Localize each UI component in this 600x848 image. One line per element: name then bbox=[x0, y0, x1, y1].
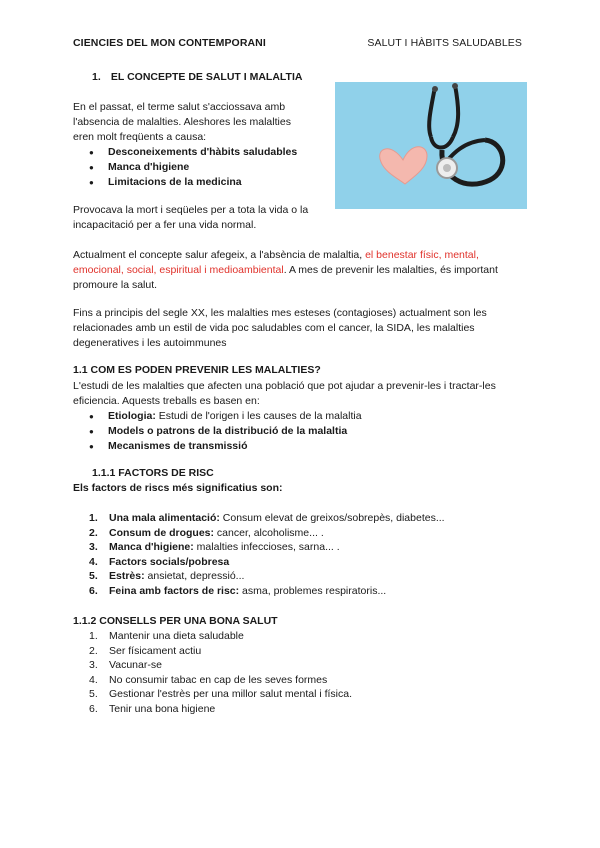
list-item bbox=[73, 424, 362, 439]
list-number: 6. bbox=[89, 584, 98, 597]
list-item-bold: Mecanismes de transmissió bbox=[108, 440, 248, 452]
list-item bbox=[73, 569, 445, 584]
header-course-title: CIENCIES DEL MON CONTEMPORANI bbox=[73, 37, 266, 49]
section-1-1-1-heading: 1.1.1 FACTORS DE RISC bbox=[92, 467, 214, 479]
highlight-text: emocional, social, espiritual i medioambiental bbox=[73, 264, 284, 276]
section-1-1-2-heading: 1.1.2 CONSELLS PER UNA BONA SALUT bbox=[73, 615, 278, 627]
intro-line: l'absencia de malalties. Aleshores les malalties bbox=[73, 116, 291, 128]
list-item bbox=[73, 526, 445, 541]
list-item-text: Vacunar-se bbox=[109, 659, 162, 671]
list-item-text: No consumir tabac en cap de les seves formes bbox=[109, 673, 328, 686]
consequence-line: incapacitació per a fer una vida normal. bbox=[73, 219, 257, 231]
list-number: 6. bbox=[89, 702, 98, 715]
list-item: ● Manca d'higiene bbox=[73, 160, 297, 175]
health-advice-list bbox=[73, 629, 352, 716]
list-item bbox=[73, 409, 362, 424]
list-item-bold: Estrès: bbox=[109, 570, 145, 582]
list-item: ● Desconeixements d'hàbits saludables bbox=[73, 145, 297, 160]
list-item-bold: Models o patrons de la distribució de la malaltia bbox=[108, 425, 348, 437]
intro-line: eren molt freqüents a causa: bbox=[73, 131, 207, 143]
list-item-text: Tenir una bona higiene bbox=[109, 702, 216, 715]
prevention-list bbox=[73, 409, 362, 454]
list-item bbox=[73, 658, 352, 673]
prevention-line: eficiencia. Aquests treballs es basen en: bbox=[73, 395, 260, 407]
list-item bbox=[73, 702, 352, 717]
section-1-number: 1. bbox=[92, 71, 101, 83]
section-1-1-heading: 1.1 COM ES PODEN PREVENIR LES MALALTIES? bbox=[73, 364, 321, 376]
risk-factors-list bbox=[73, 511, 445, 598]
chronic-paragraph bbox=[73, 306, 543, 351]
highlight-text: el benestar físic, mental, bbox=[365, 249, 479, 261]
intro-paragraph bbox=[73, 100, 291, 145]
chronic-line: relacionades amb un estil de vida poc saludables com el cancer, la SIDA, les malalties bbox=[73, 322, 475, 334]
list-item-bold: Una mala alimentació: bbox=[109, 512, 220, 524]
list-item-text: Estudi de l'origen i les causes de la malaltia bbox=[155, 410, 362, 422]
stethoscope-heart-icon bbox=[335, 82, 527, 209]
list-number: 4. bbox=[89, 673, 98, 686]
list-number: 2. bbox=[89, 644, 98, 657]
list-number: 2. bbox=[89, 526, 98, 539]
intro-line: En el passat, el terme salut s'acciossava amb bbox=[73, 101, 286, 113]
section-1-title: EL CONCEPTE DE SALUT I MALALTIA bbox=[110, 71, 303, 83]
list-number: 3. bbox=[89, 659, 98, 671]
prevention-paragraph bbox=[73, 379, 543, 409]
current-concept-text: . A mes de prevenir les malalties, és important bbox=[283, 264, 498, 276]
list-number: 1. bbox=[89, 512, 98, 524]
list-item bbox=[73, 439, 362, 454]
risk-factors-subtitle: Els factors de riscs més significatius son: bbox=[73, 482, 283, 494]
list-item-bold: Consum de drogues: bbox=[109, 526, 215, 539]
list-item-text: malalties infeccioses, sarna... . bbox=[193, 541, 340, 553]
list-item-text: Mantenir una dieta saludable bbox=[109, 630, 244, 642]
header-topic-title: SALUT I HÀBITS SALUDABLES bbox=[367, 37, 522, 49]
list-item-text: ansietat, depressió... bbox=[144, 570, 245, 582]
chronic-line: degeneratives i les autoimmunes bbox=[73, 337, 227, 349]
section-1-heading bbox=[92, 71, 302, 83]
list-item bbox=[73, 540, 445, 555]
current-concept-paragraph bbox=[73, 248, 533, 293]
list-item-text: Consum elevat de greixos/sobrepès, diabetes... bbox=[219, 512, 445, 524]
prevention-line: L'estudi de les malalties que afecten una població que pot ajudar a prevenir-les i tractar-les bbox=[73, 380, 496, 392]
list-item-text: cancer, alcoholisme... . bbox=[214, 526, 324, 539]
list-item bbox=[73, 511, 445, 526]
causes-list bbox=[73, 145, 297, 190]
list-number: 4. bbox=[89, 555, 98, 568]
list-item-bold: Feina amb factors de risc: bbox=[109, 584, 240, 597]
stethoscope-image bbox=[335, 82, 527, 209]
list-number: 1. bbox=[89, 630, 98, 642]
list-item-bold: Factors socials/pobresa bbox=[109, 555, 230, 568]
current-concept-text: promoure la salut. bbox=[73, 279, 158, 291]
list-item-text: asma, problemes respiratoris... bbox=[239, 584, 387, 597]
list-number: 5. bbox=[89, 570, 98, 582]
list-item bbox=[73, 673, 352, 688]
consequence-line: Provocava la mort i seqüeles per a tota la vida o la bbox=[73, 204, 309, 216]
list-item-text: Gestionar l'estrès per una millor salut mental i física. bbox=[109, 688, 353, 700]
list-item bbox=[73, 555, 445, 570]
list-number: 3. bbox=[89, 541, 98, 553]
list-item: ● Limitacions de la medicina bbox=[73, 175, 297, 190]
chronic-line: Fins a principis del segle XX, les malalties mes esteses (contagioses) actualment son les bbox=[73, 307, 487, 319]
list-item-bold: Etiologia: bbox=[108, 410, 156, 422]
list-item-text: Ser físicament actiu bbox=[109, 644, 202, 657]
list-number: 5. bbox=[89, 688, 98, 700]
current-concept-text: Actualment el concepte salur afegeix, a l'absència de malaltia, bbox=[73, 249, 366, 261]
list-item bbox=[73, 629, 352, 644]
list-item bbox=[73, 644, 352, 659]
list-item bbox=[73, 584, 445, 599]
list-item bbox=[73, 687, 352, 702]
consequence-paragraph bbox=[73, 203, 308, 233]
list-item-bold: Manca d'higiene: bbox=[109, 541, 194, 553]
